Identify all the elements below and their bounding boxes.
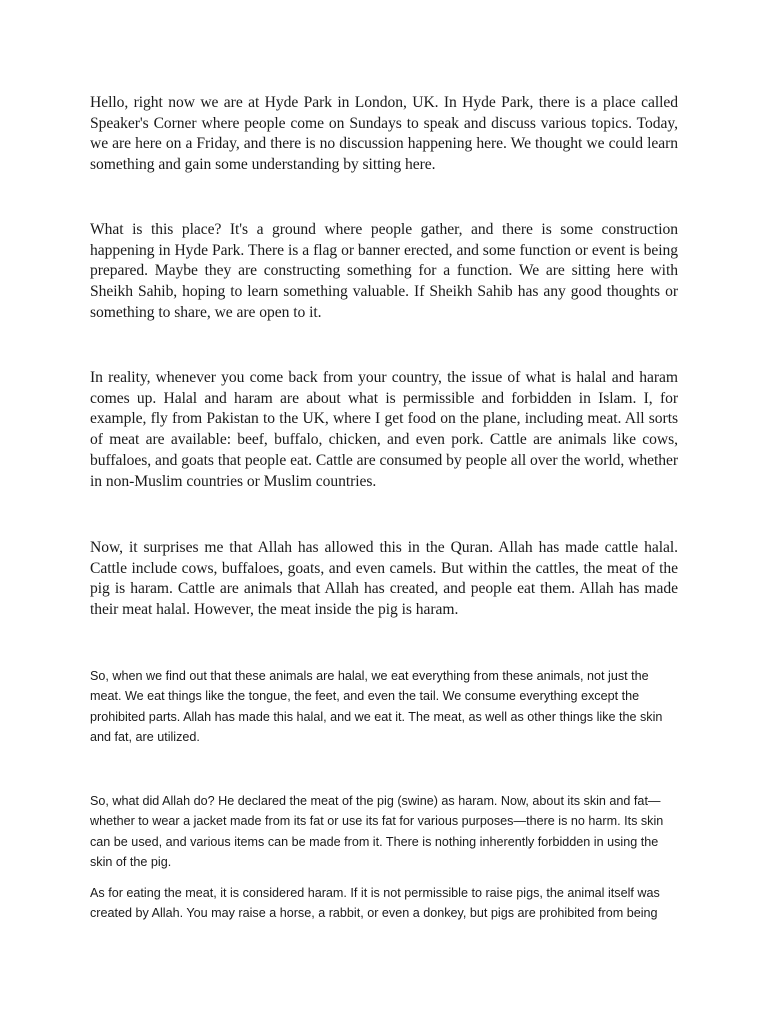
paragraph-eating-meat-haram: As for eating the meat, it is considered haram. If it is not permissible to raise pigs, the animal itself was created by Allah. You may raise a horse, a rabbit, or even a donkey, but pigs are prohibited from being <box>90 886 660 921</box>
paragraph-eat-everything: So, when we find out that these animals are halal, we eat everything from these animals, not just the meat. We eat things like the tongue, the feet, and even the tail. We consume everything except the prohibited parts. Allah has made this halal, and we eat it. The meat, as well as other things like the skin and fat, are utilized. <box>90 669 663 745</box>
paragraph-halal-haram-issue: In reality, whenever you come back from your country, the issue of what is halal and haram comes up. Halal and haram are about what is permissible and forbidden in Islam. I, for example, fly from Pakistan to the UK, where I get food on the plane, including meat. All sorts of meat are available: beef, buffalo, chicken, and even pork. Cattle are animals like cows, buffaloes, and goats that people eat. Cattle are consumed by people all over the world, whether in non-Muslim countries or Muslim countries. <box>90 369 678 490</box>
paragraph-cattle-halal: Now, it surprises me that Allah has allowed this in the Quran. Allah has made cattle halal. Cattle include cows, buffaloes, goats, and even camels. But within the cattles, the meat of the pig is haram. Cattle are animals that Allah has created, and people eat them. Allah has made their meat halal. However, the meat inside the pig is haram. <box>90 539 678 619</box>
paragraph-what-is-this-place: What is this place? It's a ground where people gather, and there is some construction happening in Hyde Park. There is a flag or banner erected, and some function or event is being prepared. Maybe they are constructing something for a function. We are sitting here with Sheikh Sahib, hoping to learn something valuable. If Sheikh Sahib has any good thoughts or something to share, we are open to it. <box>90 221 678 321</box>
paragraph-pig-skin-fat: So, what did Allah do? He declared the meat of the pig (swine) as haram. Now, about its skin and fat—whether to wear a jacket made from its fat or use its fat for various purposes—there is no harm. Its skin can be used, and various items can be made from it. There is nothing inherently forbidden in using the skin of the pig. <box>90 794 664 870</box>
paragraph-hyde-park-intro: Hello, right now we are at Hyde Park in London, UK. In Hyde Park, there is a place called Speaker's Corner where people come on Sundays to speak and discuss various topics. Today, we are here on a Friday, and there is no discussion happening here. We thought we could learn something and gain some understanding by sitting here. <box>90 94 678 174</box>
